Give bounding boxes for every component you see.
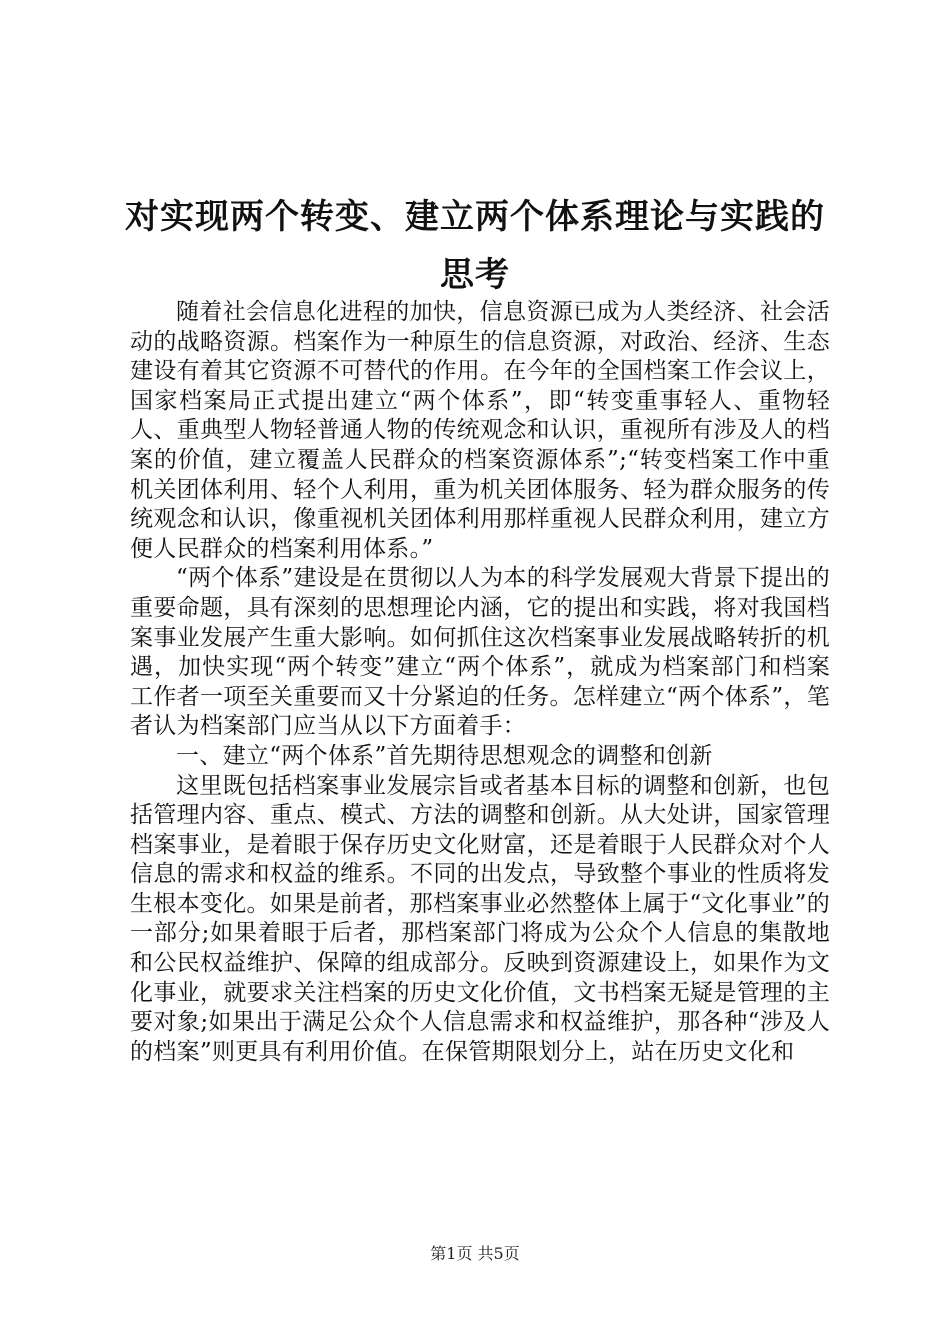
paragraph-section-1: 这里既包括档案事业发展宗旨或者基本目标的调整和创新，也包括管理内容、重点、模式、方法的调整和创新。从大处讲，国家管理档案事业，是着眼于保存历史文化财富，还是着眼于人民群众对个人信息的需求和权益的维系。不同的出发点，导致整个事业的性质将发生根本变化。如果是前者，那档案事业必然整体上属于“文化事业”的一部分;如果着眼于后者，那档案部门将成为公众个人信息的集散地和公民权益维护、保障的组成部分。反映到资源建设上，如果作为文化事业，就要求关注档案的历史文化价值，文书档案无疑是管理的主要对象;如果出于满足公众个人信息需求和权益维护，那各种“涉及人的档案”则更具有利用价值。在保管期限划分上，站在历史文化和 <box>130 772 830 1065</box>
paragraph-intro: 随着社会信息化进程的加快，信息资源已成为人类经济、社会活动的战略资源。档案作为一种原生的信息资源，对政治、经济、生态建设有着其它资源不可替代的作用。在今年的全国档案工作会议上，国家档案局正式提出建立“两个体系”，即“转变重事轻人、重物轻人、重典型人物轻普通人物的传统观念和认识，重视所有涉及人的档案的价值，建立覆盖人民群众的档案资源体系”;“转变档案工作中重机关团体利用、轻个人利用，重为机关团体服务、轻为群众服务的传统观念和认识，像重视机关团体利用那样重视人民群众利用，建立方便人民群众的档案利用体系。” <box>130 299 830 562</box>
document-body <box>130 298 830 1067</box>
document-title: 对实现两个转变、建立两个体系理论与实践的思考 <box>125 197 825 295</box>
paragraph-two-systems: “两个体系”建设是在贯彻以人为本的科学发展观大背景下提出的重要命题，具有深刻的思想理论内涵，它的提出和实践，将对我国档案事业发展产生重大影响。如何抓住这次档案事业发展战略转折的机遇，加快实现“两个转变”建立“两个体系”，就成为档案部门和档案工作者一项至关重要而又十分紧迫的任务。怎样建立“两个体系”，笔者认为档案部门应当从以下方面着手： <box>130 565 830 740</box>
page-footer: 第1页 共5页 <box>430 1244 520 1263</box>
section-heading-1: 一、建立“两个体系”首先期待思想观念的调整和创新 <box>176 742 713 769</box>
